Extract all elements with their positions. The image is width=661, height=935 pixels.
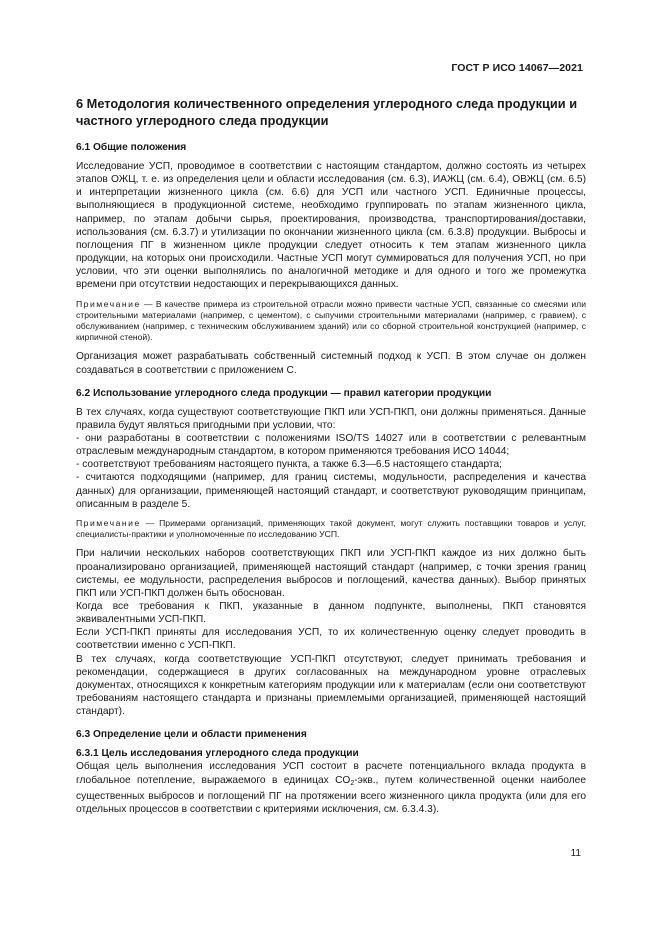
- s62-paragraph-3: Когда все требования к ПКП, указанные в данном подпункте, выполнены, ПКП становятся эквивалентными УСП-ПКП.: [76, 600, 586, 626]
- s61-note: [76, 299, 586, 344]
- section-6-3-1-heading: 6.3.1 Цель исследования углеродного следа продукции: [76, 748, 359, 760]
- section-6-1-heading: 6.1 Общие положения: [76, 142, 187, 153]
- document-code: ГОСТ Р ИСО 14067—2021: [451, 62, 583, 74]
- s62-paragraph-2: При наличии нескольких наборов соответствующих ПКП или УСП-ПКП каждое из них должно быть проанализировано организацией, применяющей настоящий стандарт (например, с точки зрения границ системы, ее модульности, распределения выбросов и поглощений, качества данных). Выбор принятых ПКП или УСП-ПКП должен быть обоснован.: [76, 548, 586, 599]
- s631-paragraph-1: [76, 760, 586, 816]
- s62-list-item-2: - соответствуют требованиям настоящего пункта, а также 6.3—6.5 настоящего стандарта;: [76, 459, 502, 471]
- s62-list-item-3: - считаются подходящими (например, для границ системы, модульности, распределения и качества данных) для организации, применяющей настоящий стандарт, и соответствуют руководящим принципам, описанным в разделе 5.: [76, 472, 586, 510]
- s61-note-text: — В качестве примера из строительной отрасли можно привести частные УСП, связанные со смесями или строительными материалами (например, с цементом), с сыпучими строительными материалами (например, с гравием), с обслуживанием (например, с техническим обслуживанием зданий) или со сборной строительной конструкцией (например, с кирпичной стеной).: [76, 298, 586, 343]
- s631-text-b: -экв., путем количественной оценки наиболее существенных выбросов и поглощений ПГ на протяжении всего жизненного цикла продукта (или для его отдельных процессов в соответствии с критериями исключения, см. 6.3.4.3).: [76, 774, 586, 815]
- s62-paragraph-4: Если УСП-ПКП приняты для исследования УСП, то их количественную оценку следует проводить в соответствии именно с УСП-ПКП.: [76, 627, 586, 652]
- page-content: [76, 95, 586, 816]
- s62-note-text: — Примерами организаций, применяющих такой документ, могут служить поставщики товаров и услуг, специалисты-практики и уполномоченные по исследованию УСП.: [76, 517, 586, 540]
- s631-text-a: Общая цель выполнения исследования УСП состоит в расчете потенциального вклада продукта в глобальное потепление, выражаемого в единицах CO: [76, 761, 586, 786]
- s61-paragraph-1: [76, 160, 586, 292]
- section-6-2-heading: 6.2 Использование углеродного следа продукции — правил категории продукции: [76, 387, 492, 399]
- s62-list-item-1: - они разработаны в соответствии с положениями ISO/TS 14027 или в соответствии с релевантным отраслевым международным стандартом, в котором применяются требования ИСО 14044;: [76, 433, 586, 458]
- s62-note-label: Примечание: [76, 517, 141, 528]
- s62-note: [76, 518, 586, 540]
- s62-paragraph-1: В тех случаях, когда существуют соответствующие ПКП или УСП-ПКП, они должны применяться. Данные правила будут являться пригодными при условии, что:: [76, 406, 586, 431]
- page-number: 11: [570, 848, 581, 859]
- section-6-3-heading: 6.3 Определение цели и области применения: [76, 729, 307, 741]
- section-6-heading: 6 Методология количественного определения углеродного следа продукции и частного углеродного следа продукции: [76, 96, 578, 128]
- s61-paragraph-1-text: Исследование УСП, проводимое в соответствии с настоящим стандартом, должно состоять из четырех этапов ОЖЦ, т. е. из определения цели и области исследования (см. 6.3), ИАЖЦ (см. 6.4), ОВЖЦ (см. 6.5) и интерпретации жизненного цикла (см. 6.6) для УСП или частного УСП. Единичные процессы, выполняющиеся в продукционной системе, необходимо группировать по этапам жизненного цикла, например, по этапам добычи сырья, проектирования, производства, транспортирования/доставки, использования (см. 6.3.7) и утилизации по окончании жизненного цикла (см. 6.3.8) продукции. Выбросы и поглощения ПГ в жизненном цикле продукции следует относить к тем этапам жизненного цикла продукции, на которых они происходили. Частные УСП могут суммироваться для получения УСП, но при условии, что эти оценки выполнялись по аналогичной методике и для одного и того же промежутка времени при отсутствии недостающих и перекрывающихся данных.: [76, 161, 586, 291]
- s61-paragraph-2: Организация может разрабатывать собственный системный подход к УСП. В этом случае он должен создаваться в соответствии с приложением С.: [76, 351, 586, 376]
- s61-note-label: Примечание: [76, 298, 141, 309]
- co2-subscript: 2: [350, 779, 355, 787]
- s62-paragraph-5: В тех случаях, когда соответствующие УСП-ПКП отсутствуют, следует принимать требования и рекомендации, содержащиеся в других согласованных на международном уровне отраслевых документах, относящихся к конкретным категориям продукции или к материалам (если они соответствуют требованиям настоящего стандарта и признаны приемлемыми организацией, применяющей настоящий стандарт).: [76, 653, 586, 718]
